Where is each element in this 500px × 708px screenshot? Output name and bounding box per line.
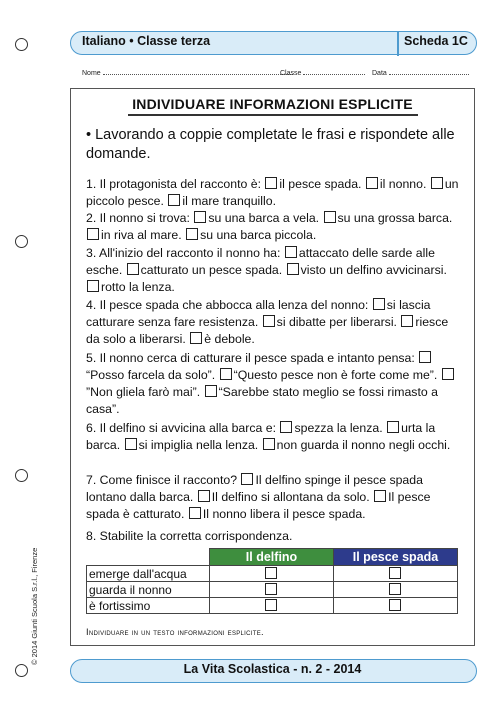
checkbox[interactable] <box>265 599 277 611</box>
row-label: è fortissimo <box>87 598 210 614</box>
worksheet-id: Scheda 1C <box>404 34 468 48</box>
checkbox[interactable] <box>373 298 385 310</box>
binder-hole <box>15 664 28 677</box>
title-underline <box>128 114 418 116</box>
class-field[interactable] <box>280 68 365 77</box>
question-1: 1. Il protagonista del racconto è: il pesce spada. il nonno. un piccolo pesce. il mare tranquillo. <box>86 177 459 208</box>
question-text: 1. Il protagonista del racconto è: <box>86 177 261 191</box>
subject-title: Italiano • Classe terza <box>82 34 211 48</box>
table-row <box>87 566 458 582</box>
checkbox[interactable] <box>263 315 275 327</box>
table-row <box>87 582 458 598</box>
page-title: INDIVIDUARE INFORMAZIONI ESPLICITE <box>132 96 413 112</box>
question-text: 5. Il nonno cerca di catturare il pesce spada e intanto pensa: <box>86 351 415 365</box>
column-header-pesce-spada: Il pesce spada <box>334 549 458 566</box>
checkbox[interactable] <box>220 368 232 380</box>
checkbox[interactable] <box>194 211 206 223</box>
class-label: Classe <box>280 70 302 77</box>
learning-objective: Individuare in un testo informazioni esplicite. <box>86 627 264 637</box>
question-text: 7. Come finisce il racconto? <box>86 473 238 487</box>
checkbox[interactable] <box>265 177 277 189</box>
checkbox[interactable] <box>265 567 277 579</box>
question-text: 2. Il nonno si trova: <box>86 211 190 225</box>
checkbox[interactable] <box>190 332 202 344</box>
checkbox[interactable] <box>389 599 401 611</box>
checkbox[interactable] <box>198 490 210 502</box>
checkbox[interactable] <box>189 507 201 519</box>
row-label: guarda il nonno <box>87 582 210 598</box>
row-label: emerge dall'acqua <box>87 566 210 582</box>
question-text: 6. Il delfino si avvicina alla barca e: <box>86 421 277 435</box>
checkbox[interactable] <box>366 177 378 189</box>
header-divider <box>397 31 399 56</box>
question-text: 3. All'inizio del racconto il nonno ha: <box>86 246 281 260</box>
checkbox[interactable] <box>285 246 297 258</box>
question-5: 5. Il nonno cerca di catturare il pesce spada e intanto pensa: “Posso farcela da solo”. “Questo pesce non è forte come me”. ”Non gliela farò mai”. “Sarebbe stato meglio se fossi rimasto a casa”. <box>86 350 464 418</box>
checkbox[interactable] <box>374 490 386 502</box>
checkbox[interactable] <box>401 315 413 327</box>
checkbox[interactable] <box>168 194 180 206</box>
checkbox[interactable] <box>241 473 253 485</box>
binder-hole <box>15 469 28 482</box>
checkbox[interactable] <box>419 351 431 363</box>
question-text: 8. Stabilite la corretta corrispondenza. <box>86 529 293 543</box>
checkbox[interactable] <box>431 177 443 189</box>
checkbox[interactable] <box>87 228 99 240</box>
checkbox[interactable] <box>389 583 401 595</box>
binder-hole <box>15 38 28 51</box>
question-2: 2. Il nonno si trova: su una barca a vela. su una grossa barca. in riva al mare. su una barca piccola. <box>86 211 453 242</box>
checkbox[interactable] <box>280 421 292 433</box>
question-6: 6. Il delfino si avvicina alla barca e: spezza la lenza. urta la barca. si impiglia nella lenza. non guarda il nonno negli occhi. <box>86 421 451 452</box>
column-header-delfino: Il delfino <box>210 549 334 566</box>
copyright-note: © 2014 Giunti Scuola S.r.l., Firenze <box>30 547 39 665</box>
checkbox[interactable] <box>205 385 217 397</box>
checkbox[interactable] <box>265 583 277 595</box>
question-3: 3. All'inizio del racconto il nonno ha: attaccato delle sarde alle esche. catturato un pesce spada. visto un delfino avvicinarsi. rotto la lenza. <box>86 246 447 294</box>
table-corner <box>87 549 210 566</box>
checkbox[interactable] <box>287 263 299 275</box>
date-field[interactable] <box>372 68 469 77</box>
checkbox[interactable] <box>186 228 198 240</box>
question-text: 4. Il pesce spada che abbocca alla lenza del nonno: <box>86 298 369 312</box>
correspondence-table <box>86 548 458 614</box>
checkbox[interactable] <box>125 438 137 450</box>
checkbox[interactable] <box>442 368 454 380</box>
publication-info: La Vita Scolastica - n. 2 - 2014 <box>183 662 362 676</box>
date-label: Data <box>372 70 387 77</box>
binder-hole <box>15 235 28 248</box>
name-label: Nome <box>82 70 101 77</box>
checkbox[interactable] <box>263 438 275 450</box>
question-8 <box>86 528 464 545</box>
checkbox[interactable] <box>324 211 336 223</box>
checkbox[interactable] <box>87 280 99 292</box>
checkbox[interactable] <box>389 567 401 579</box>
question-7: 7. Come finisce il racconto? Il delfino spinge il pesce spada lontano dalla barca. Il delfino si allontana da solo. Il pesce spada è catturato. Il nonno libera il pesce spada. <box>86 473 431 521</box>
checkbox[interactable] <box>387 421 399 433</box>
checkbox[interactable] <box>127 263 139 275</box>
name-field[interactable] <box>82 68 293 77</box>
table-row <box>87 598 458 614</box>
instructions: • Lavorando a coppie completate le frasi e rispondete alle domande. <box>86 127 455 162</box>
question-4: 4. Il pesce spada che abbocca alla lenza del nonno: si lascia catturare senza fare resistenza. si dibatte per liberarsi. riesce da solo a liberarsi. è debole. <box>86 298 449 346</box>
